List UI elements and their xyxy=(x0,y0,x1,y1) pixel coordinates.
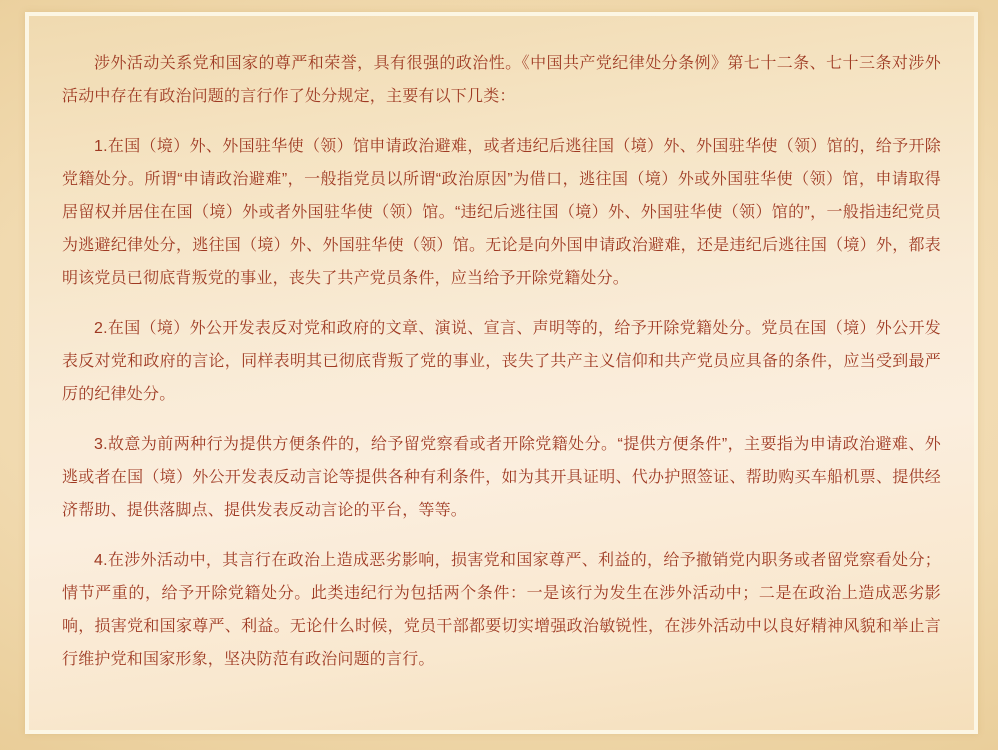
paragraph-intro: 涉外活动关系党和国家的尊严和荣誉，具有很强的政治性。《中国共产党纪律处分条例》第七十二条、七十三条对涉外活动中存在有政治问题的言行作了处分规定，主要有以下几类： xyxy=(62,55,941,105)
paragraph-item-2: 2.在国（境）外公开发表反对党和政府的文章、演说、宣言、声明等的，给予开除党籍处分。党员在国（境）外公开发表反对党和政府的言论，同样表明其已彻底背叛了党的事业，丧失了共产主义信仰和共产党员应具备的条件，应当受到最严厉的纪律处分。 xyxy=(62,320,941,403)
paragraph-item-4: 4.在涉外活动中，其言行在政治上造成恶劣影响，损害党和国家尊严、利益的，给予撤销党内职务或者留党察看处分；情节严重的，给予开除党籍处分。此类违纪行为包括两个条件：一是该行为发生在涉外活动中；二是在政治上造成恶劣影响，损害党和国家尊严、利益。无论什么时候，党员干部都要切实增强政治敏锐性，在涉外活动中以良好精神风貌和举止言行维护党和国家形象，坚决防范有政治问题的言行。 xyxy=(62,552,941,668)
paragraph-item-1: 1.在国（境）外、外国驻华使（领）馆申请政治避难，或者违纪后逃往国（境）外、外国驻华使（领）馆的，给予开除党籍处分。所谓“申请政治避难”，一般指党员以所谓“政治原因”为借口，逃往国（境）外或外国驻华使（领）馆，申请取得居留权并居住在国（境）外或者外国驻华使（领）馆。“违纪后逃往国（境）外、外国驻华使（领）馆的”，一般指违纪党员为逃避纪律处分，逃往国（境）外、外国驻华使（领）馆。无论是向外国申请政治避难，还是违纪后逃往国（境）外，都表明该党员已彻底背叛党的事业，丧失了共产党员条件，应当给予开除党籍处分。 xyxy=(62,138,941,287)
content-panel xyxy=(25,12,978,734)
article-body xyxy=(29,16,974,730)
paragraph-item-3: 3.故意为前两种行为提供方便条件的，给予留党察看或者开除党籍处分。“提供方便条件”，主要指为申请政治避难、外逃或者在国（境）外公开发表反动言论等提供各种有利条件，如为其开具证明、代办护照签证、帮助购买车船机票、提供经济帮助、提供落脚点、提供发表反动言论的平台，等等。 xyxy=(62,436,941,519)
